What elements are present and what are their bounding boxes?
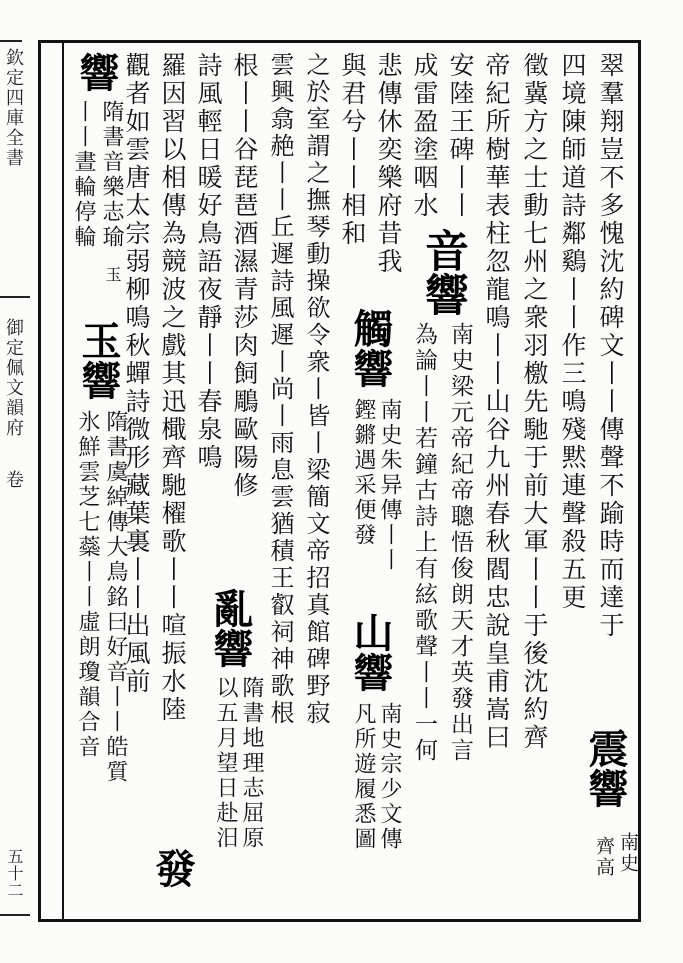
text-column-9: 之於室謂之撫琴動操欲令衆丨皆丨梁簡文帝招真館碑野寂 bbox=[302, 52, 330, 727]
note-nanshi-1: 南史 bbox=[617, 832, 639, 874]
text-column-15: 隋書音樂志瑜 bbox=[99, 100, 124, 250]
luan-xiang-text-2: 以五月望日赴汨 bbox=[213, 676, 238, 851]
margin-top-title: 欽定四庫全書 bbox=[3, 48, 24, 168]
text-column-5: 安陸王碑丨丨 bbox=[446, 52, 475, 220]
text-column-16: 丨丨晝輪停輪 bbox=[71, 100, 96, 250]
text-column-3: 徵冀方之士動七州之衆羽檄先馳于前大軍丨丨于後沈約齊 bbox=[520, 52, 549, 752]
headword-yu-xiang: 玉響 bbox=[75, 320, 122, 400]
text-column-6: 成雷盈塗咽水 bbox=[410, 52, 439, 220]
text-column-1: 翠羣翔豈不多愧沈約碑文丨丨傳聲不踰時而達于 bbox=[596, 52, 625, 640]
shan-xiang-text-1: 南史宗少文傳 bbox=[377, 702, 402, 852]
headword-yin-xiang: 音響 bbox=[417, 228, 468, 316]
text-column-4: 帝紀所樹華表柱忽龍鳴丨丨山谷九州春秋閻忠說皇甫嵩曰 bbox=[482, 52, 511, 752]
yu-xiang-text-1: 隋書虞綽傳大鳥銘曰好音丨丨皓質 bbox=[103, 410, 128, 785]
headword-shan-xiang: 山響 bbox=[347, 612, 394, 692]
note-qigao: 齊高 bbox=[593, 836, 615, 878]
small-yu: 玉 bbox=[103, 266, 122, 284]
headword-luan-xiang: 亂響 bbox=[207, 588, 254, 668]
margin-rule-middle bbox=[0, 296, 30, 298]
text-column-2: 四境陳師道詩鄰鷄丨丨作三鳴殘黙連聲殺五更 bbox=[558, 52, 587, 612]
text-column-11: 根丨丨谷琵琶酒濕青莎肉飼鵰歐陽修 bbox=[230, 52, 259, 500]
text-column-14: 觀者如雲唐太宗弱柳鳴秋蟬詩微形藏葉裏丨丨出風前 bbox=[122, 52, 151, 696]
margin-rule-bottom bbox=[0, 914, 30, 916]
text-column-12: 詩風輕日暖好鳥語夜靜丨丨春泉鳴 bbox=[194, 52, 223, 472]
text-column-13: 羅因習以相傳為競波之戲其迅檝齊馳櫂歌丨丨喧振水陸 bbox=[158, 52, 187, 724]
shan-xiang-text-2: 凡所遊履悉圖 bbox=[351, 702, 376, 852]
headword-xiang-top: 響 bbox=[73, 52, 120, 92]
margin-rule-top bbox=[0, 40, 22, 42]
yin-xiang-text-1: 南史梁元帝紀帝聰悟俊朗天才英發出言 bbox=[447, 322, 473, 764]
yin-xiang-text-2: 為論丨丨若鐘古詩上有絃歌聲丨丨一何 bbox=[411, 322, 437, 764]
headword-zhen-xiang: 震響 bbox=[582, 728, 629, 808]
text-column-7: 悲傳休奕樂府昔我 bbox=[374, 52, 403, 276]
headword-chu-xiang: 觸響 bbox=[347, 308, 394, 388]
text-column-8: 與君兮丨丨相和 bbox=[338, 52, 367, 248]
page-number: 五十二 bbox=[5, 848, 24, 899]
frame-inner-rule bbox=[62, 40, 64, 922]
luan-xiang-text-1: 隋書地理志屈原 bbox=[239, 676, 264, 851]
chu-xiang-text-2: 鏗鏘遇采便發 bbox=[351, 398, 376, 548]
margin-book-title: 御定佩文韻府 bbox=[3, 318, 24, 438]
text-column-10: 雲興翕赩丨丨丘遲詩風遲丨尚丨雨息雲猶積王叡祠神歌根 bbox=[266, 52, 294, 727]
margin-volume-mark: 卷 bbox=[3, 470, 24, 490]
chu-xiang-text-1: 南史朱异傳丨丨 bbox=[377, 398, 402, 573]
yu-xiang-text-2: 氷鮮雲芝七蘂丨丨虛朗瓊韻合音 bbox=[75, 410, 100, 760]
headword-fa: 發 bbox=[149, 848, 196, 888]
